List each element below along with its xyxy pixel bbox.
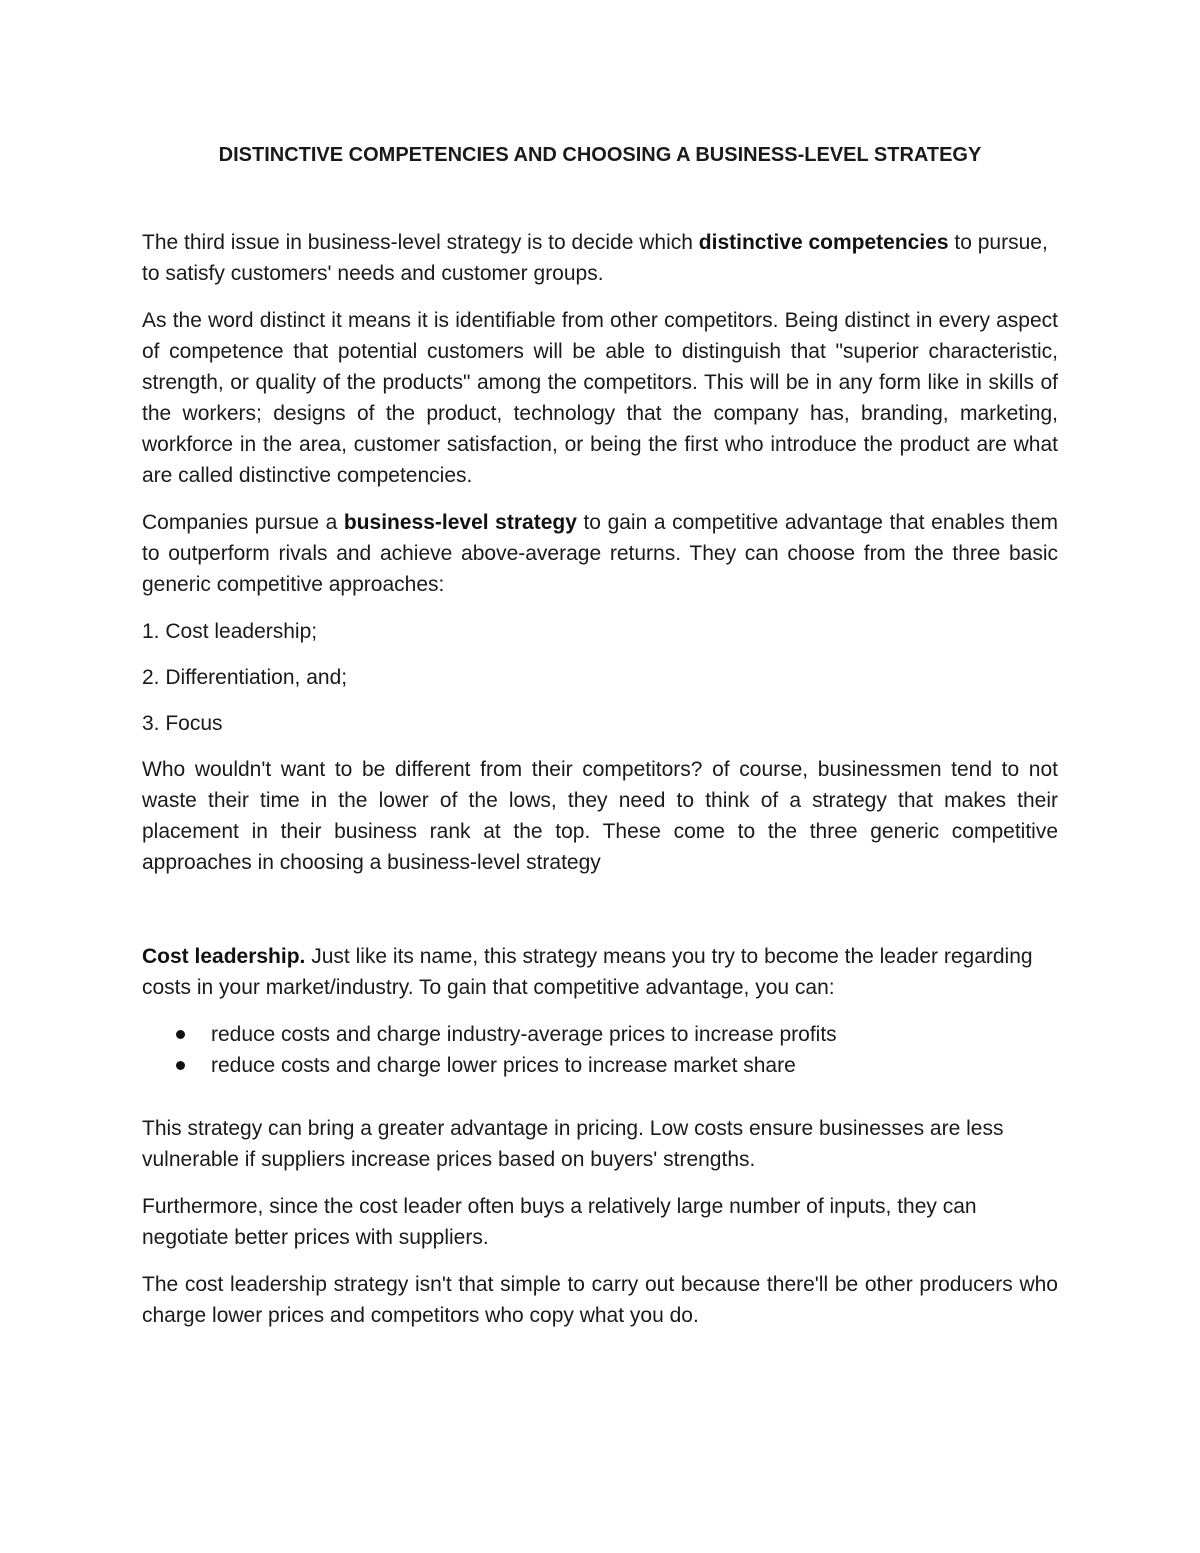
paragraph-bls-text-2: to gain a competitive advantage that enables them to outperform rivals and achieve above-average returns. They can choose from the three basic generic competitive approaches: (142, 511, 1058, 596)
bullet-item (142, 1019, 1058, 1050)
bullet-dot-icon (176, 1030, 185, 1039)
paragraph-not-simple: The cost leadership strategy isn't that simple to carry out because there'll be other producers who charge lower prices and competitors who copy what you do. (142, 1273, 1058, 1327)
bullet-dot-icon (176, 1061, 185, 1070)
vertical-spacer (142, 894, 1058, 941)
paragraph-bls-text-1: Companies pursue a (142, 511, 344, 534)
paragraph-intro-text-1: The third issue in business-level strategy is to decide which (142, 231, 699, 254)
paragraph-business-level-strategy (142, 507, 1058, 600)
document-title: DISTINCTIVE COMPETENCIES AND CHOOSING A BUSINESS-LEVEL STRATEGY (218, 144, 982, 166)
paragraph-cost-leadership (142, 941, 1058, 1003)
paragraph-distinct-meaning: As the word distinct it means it is identifiable from other competitors. Being distinct in every aspect of competence that potential customers will be able to distinguish that "superior characteristic, strength, or quality of the products" among the competitors. This will be in any form like in skills of the workers; designs of the product, technology that the company has, branding, marketing, workforce in the area, customer satisfaction, or being the first who introduce the product are what are called distinctive competencies. (142, 309, 1058, 487)
paragraph-negotiate: Furthermore, since the cost leader often buys a relatively large number of inputs, they can negotiate better prices with suppliers. (142, 1195, 977, 1249)
bullet-text: reduce costs and charge industry-average prices to increase profits (211, 1023, 837, 1046)
approach-item: 2. Differentiation, and; (142, 666, 348, 689)
paragraph-pricing-advantage: This strategy can bring a greater advantage in pricing. Low costs ensure businesses are less vulnerable if suppliers increase prices based on buyers' strengths. (142, 1117, 1004, 1171)
approaches-list (142, 616, 1058, 739)
term-distinctive-competencies: distinctive competencies (698, 231, 949, 254)
bullet-text: reduce costs and charge lower prices to increase market share (211, 1054, 796, 1077)
term-business-level-strategy: business-level strategy (343, 511, 577, 534)
approach-item: 1. Cost leadership; (142, 620, 318, 643)
approach-item: 3. Focus (142, 712, 223, 735)
heading-cost-leadership: Cost leadership. (142, 945, 306, 968)
paragraph-intro-text-2: to pursue, to satisfy customers' needs and customer groups. (142, 231, 1048, 285)
cost-leadership-bullets (142, 1019, 1058, 1081)
paragraph-cost-leadership-text: Just like its name, this strategy means you try to become the leader regarding costs in your market/industry. To gain that competitive advantage, you can: (142, 945, 1033, 999)
paragraph-being-different: Who wouldn't want to be different from their competitors? of course, businessmen tend to not waste their time in the lower of the lows, they need to think of a strategy that makes their placement in their business rank at the top. These come to the three generic competitive approaches in choosing a business-level strategy (142, 758, 1058, 874)
document-body (142, 140, 1058, 1347)
paragraph-intro (142, 227, 1058, 289)
vertical-spacer (142, 1081, 1058, 1113)
bullet-item (142, 1050, 1058, 1081)
